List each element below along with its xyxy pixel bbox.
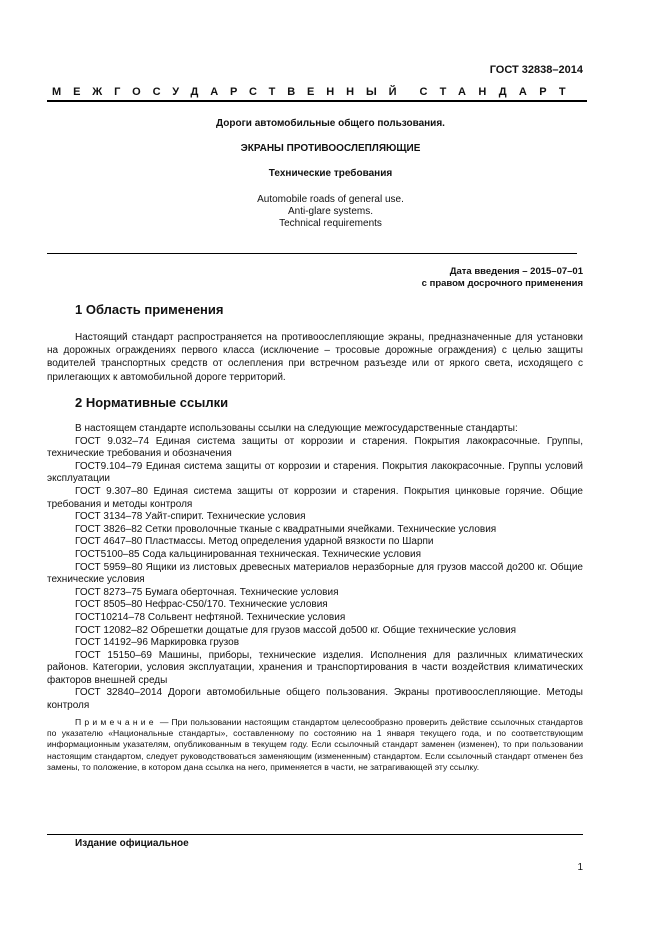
- section-1-heading: 1 Область применения: [75, 302, 224, 317]
- standard-type-header: [52, 86, 578, 98]
- list-item: ГОСТ 12082–82 Обрешетки дощатые для грузов массой до500 кг. Общие технические условия: [75, 624, 517, 636]
- list-item: ГОСТ 8273–75 Бумага оберточная. Технические условия: [75, 586, 339, 598]
- list-item: В настоящем стандарте использованы ссылки на следующие межгосударственные стандарты:: [75, 423, 518, 434]
- list-item: ГОСТ9.104–79 Единая система защиты от коррозии и старения. Покрытия лакокрасочные. Группы условий эксплуатации: [47, 460, 583, 485]
- footer-rule: [47, 834, 583, 835]
- date-line-2: с правом досрочного применения: [421, 278, 583, 289]
- references-list: [47, 423, 583, 713]
- document-code: ГОСТ 32838–2014: [489, 64, 583, 76]
- section-1-text: Настоящий стандарт распространяется на противоослепляющие экраны, предназначенные для установки на дорожных ограждениях первого класса (исключение – тросовые дорожные ограждения) с целью защиты водителей транспортных средств от ослепления при встречном разъезде или от яркого света, исходящего с прилегающих к автомобильной дороге территорий.: [47, 332, 583, 383]
- standard-label: СТАНДАРТ: [419, 86, 578, 98]
- english-title: [0, 194, 661, 230]
- list-item: ГОСТ 3134–78 Уайт-спирит. Технические условия: [75, 511, 306, 523]
- date-line-1: Дата введения – 2015–07–01: [449, 266, 583, 277]
- header-rule: [47, 100, 587, 102]
- list-item: ГОСТ 32840–2014 Дороги автомобильные общего пользования. Экраны противоослепляющие. Методы контроля: [47, 687, 583, 712]
- introduction-date: [422, 266, 583, 290]
- references-note: [47, 717, 583, 773]
- list-item: ГОСТ 3826–82 Сетки проволочные тканые с квадратными ячейками. Технические условия: [75, 523, 497, 535]
- note-prefix: Примечание: [75, 717, 157, 727]
- list-item: ГОСТ5100–85 Сода кальцинированная техническая. Технические условия: [75, 548, 421, 560]
- list-item: ГОСТ 5959–80 Ящики из листовых древесных материалов неразборные для грузов массой до200 кг. Общие технические условия: [47, 561, 583, 586]
- english-title-line: Automobile roads of general use.: [257, 194, 404, 205]
- list-item: ГОСТ 4647–80 Пластмассы. Метод определения ударной вязкости по Шарпи: [75, 536, 434, 548]
- english-title-line: Anti-glare systems.: [287, 206, 374, 217]
- interstate-label: МЕЖГОСУДАРСТВЕННЫЙ: [52, 86, 409, 98]
- section-2-heading: 2 Нормативные ссылки: [75, 395, 229, 410]
- publication-label: Издание официальное: [75, 838, 189, 849]
- list-item: ГОСТ 9.307–80 Единая система защиты от коррозии и старения. Покрытия цинковые горячие. Общие требования и методы контроля: [47, 485, 583, 510]
- list-item: ГОСТ 9.032–74 Единая система защиты от коррозии и старения. Покрытия лакокрасочные. Группы, технические требования и обозначения: [47, 435, 583, 460]
- title-line-2: ЭКРАНЫ ПРОТИВООСЛЕПЛЯЮЩИЕ: [240, 143, 421, 154]
- list-item: ГОСТ10214–78 Сольвент нефтяной. Технические условия: [75, 611, 346, 623]
- page-number: 1: [577, 862, 583, 873]
- title-line-3: Технические требования: [268, 168, 393, 179]
- title-rule: [47, 253, 577, 254]
- title-line-1: Дороги автомобильные общего пользования.: [216, 118, 445, 129]
- list-item: ГОСТ 14192–96 Маркировка грузов: [75, 637, 240, 649]
- note-text: — При пользовании настоящим стандартом целесообразно проверить действие ссылочных стандартов по указателю «Национальные стандарты», составленному по состоянию на 1 января текущего года, и по соответствующим информационным указателям, опубликованным в текущем году. Если ссылочный стандарт заменен (изменен), то при пользовании настоящим стандартом, следует руководствоваться заменяющим (измененным) стандартом. Если ссылочный стандарт отменен без замены, то положение, в котором дана ссылка на него, применяется в части, не затрагивающей эту ссылку.: [47, 717, 583, 772]
- english-title-line: Technical requirements: [279, 218, 382, 229]
- list-item: ГОСТ 15150–69 Машины, приборы, технические изделия. Исполнения для различных климатических районов. Категории, условия эксплуатации, хранения и транспортирования в части воздействия климатических факторов внешней среды: [47, 649, 583, 686]
- list-item: ГОСТ 8505–80 Нефрас-С50/170. Технические условия: [75, 599, 328, 611]
